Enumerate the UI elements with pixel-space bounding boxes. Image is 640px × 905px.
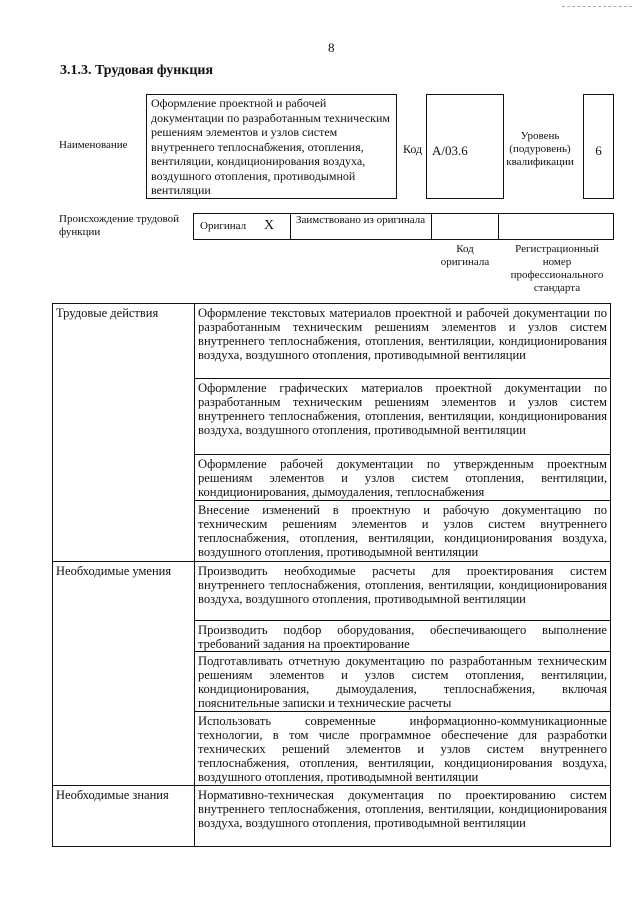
- section-title: 3.1.3. Трудовая функция: [60, 63, 214, 78]
- action-item: Оформление графических материалов проектной документации по разработанным техническим решениям элементов и узлов систем внутреннего теплоснабжения, отопления, вентиляции, кондиционирования воздуха, воздушного отопления, противодымной вентиляции: [198, 381, 607, 437]
- skill-item: Использовать современные информационно-коммуникационные технологии, в том числе программное обеспечение для разработки технических решений элементов и узлов систем внутреннего теплоснабжения, отопления, вентиляции, кондиционирования воздуха, воздушного отопления, противодымной вентиляции: [198, 714, 607, 784]
- reg-caption: Регистрационный номер профессионального стандарта: [510, 243, 604, 294]
- name-value: Оформление проектной и рабочей документации по разработанным техническим решениям элементов и узлов систем внутреннего теплоснабжения, отопления, вентиляции, кондиционирования воздуха, воздушного отопления, противодымной вентиляции: [151, 96, 390, 197]
- knowledge-item: Нормативно-техническая документация по проектированию систем внутреннего теплоснабжения, отопления, вентиляции, кондиционирования воздуха, воздушного отопления, противодымной вентиляции: [198, 788, 607, 830]
- origin-label: Происхождение трудовой функции: [59, 213, 180, 238]
- origin-divider-3: [498, 213, 499, 240]
- skill-item: Производить подбор оборудования, обеспечивающего выполнение требований задания на проектирование: [198, 623, 607, 651]
- skill-item: Подготавливать отчетную документацию по разработанным техническим решениям элементов и узлов систем отопления, вентиляции, кондиционирования, дымоудаления, теплоснабжения, включая пояснительные записки и технические расчеты: [198, 654, 607, 710]
- group-label-actions: Трудовые действия: [56, 306, 159, 320]
- name-value-box: [146, 94, 397, 199]
- name-label: Наименование: [59, 139, 128, 151]
- original-mark: X: [264, 218, 275, 233]
- scan-artifact: [562, 6, 632, 9]
- action-item: Оформление рабочей документации по утвержденным проектным решениям элементов и узлов систем отопления, вентиляции, кондиционирования, дымоудаления, теплоснабжения: [198, 457, 607, 499]
- original-label: Оригинал: [200, 220, 247, 232]
- code-value-box: [426, 94, 504, 199]
- code-value: A/03.6: [432, 143, 468, 158]
- code-label: Код: [403, 142, 423, 156]
- origin-divider-1: [290, 213, 291, 240]
- group-label-knowledge: Необходимые знания: [56, 788, 169, 802]
- code-caption: Код оригинала: [440, 243, 490, 268]
- action-item: Внесение изменений в проектную и рабочую документацию по техническим решениям элементов и узлов систем внутреннего теплоснабжения, отопления, вентиляции, кондиционирования воздуха, воздушного отопления, противодымной вентиляции: [198, 503, 607, 559]
- level-label: Уровень (подуровень) квалификации: [506, 130, 574, 168]
- level-value-box: [583, 94, 614, 199]
- origin-divider-2: [431, 213, 432, 240]
- page-number: 8: [328, 40, 335, 55]
- borrowed-label: Заимствовано из оригинала: [296, 214, 426, 226]
- skill-item: Производить необходимые расчеты для проектирования систем внутреннего теплоснабжения, отопления, вентиляции, кондиционирования воздуха, воздушного отопления, противодымной вентиляции: [198, 564, 607, 606]
- action-item: Оформление текстовых материалов проектной и рабочей документации по разработанным техническим решениям элементов и узлов систем внутреннего теплоснабжения, отопления, вентиляции, кондиционирования воздуха, воздушного отопления, противодымной вентиляции: [198, 306, 607, 362]
- group-label-skills: Необходимые умения: [56, 564, 172, 578]
- level-value: 6: [595, 143, 602, 158]
